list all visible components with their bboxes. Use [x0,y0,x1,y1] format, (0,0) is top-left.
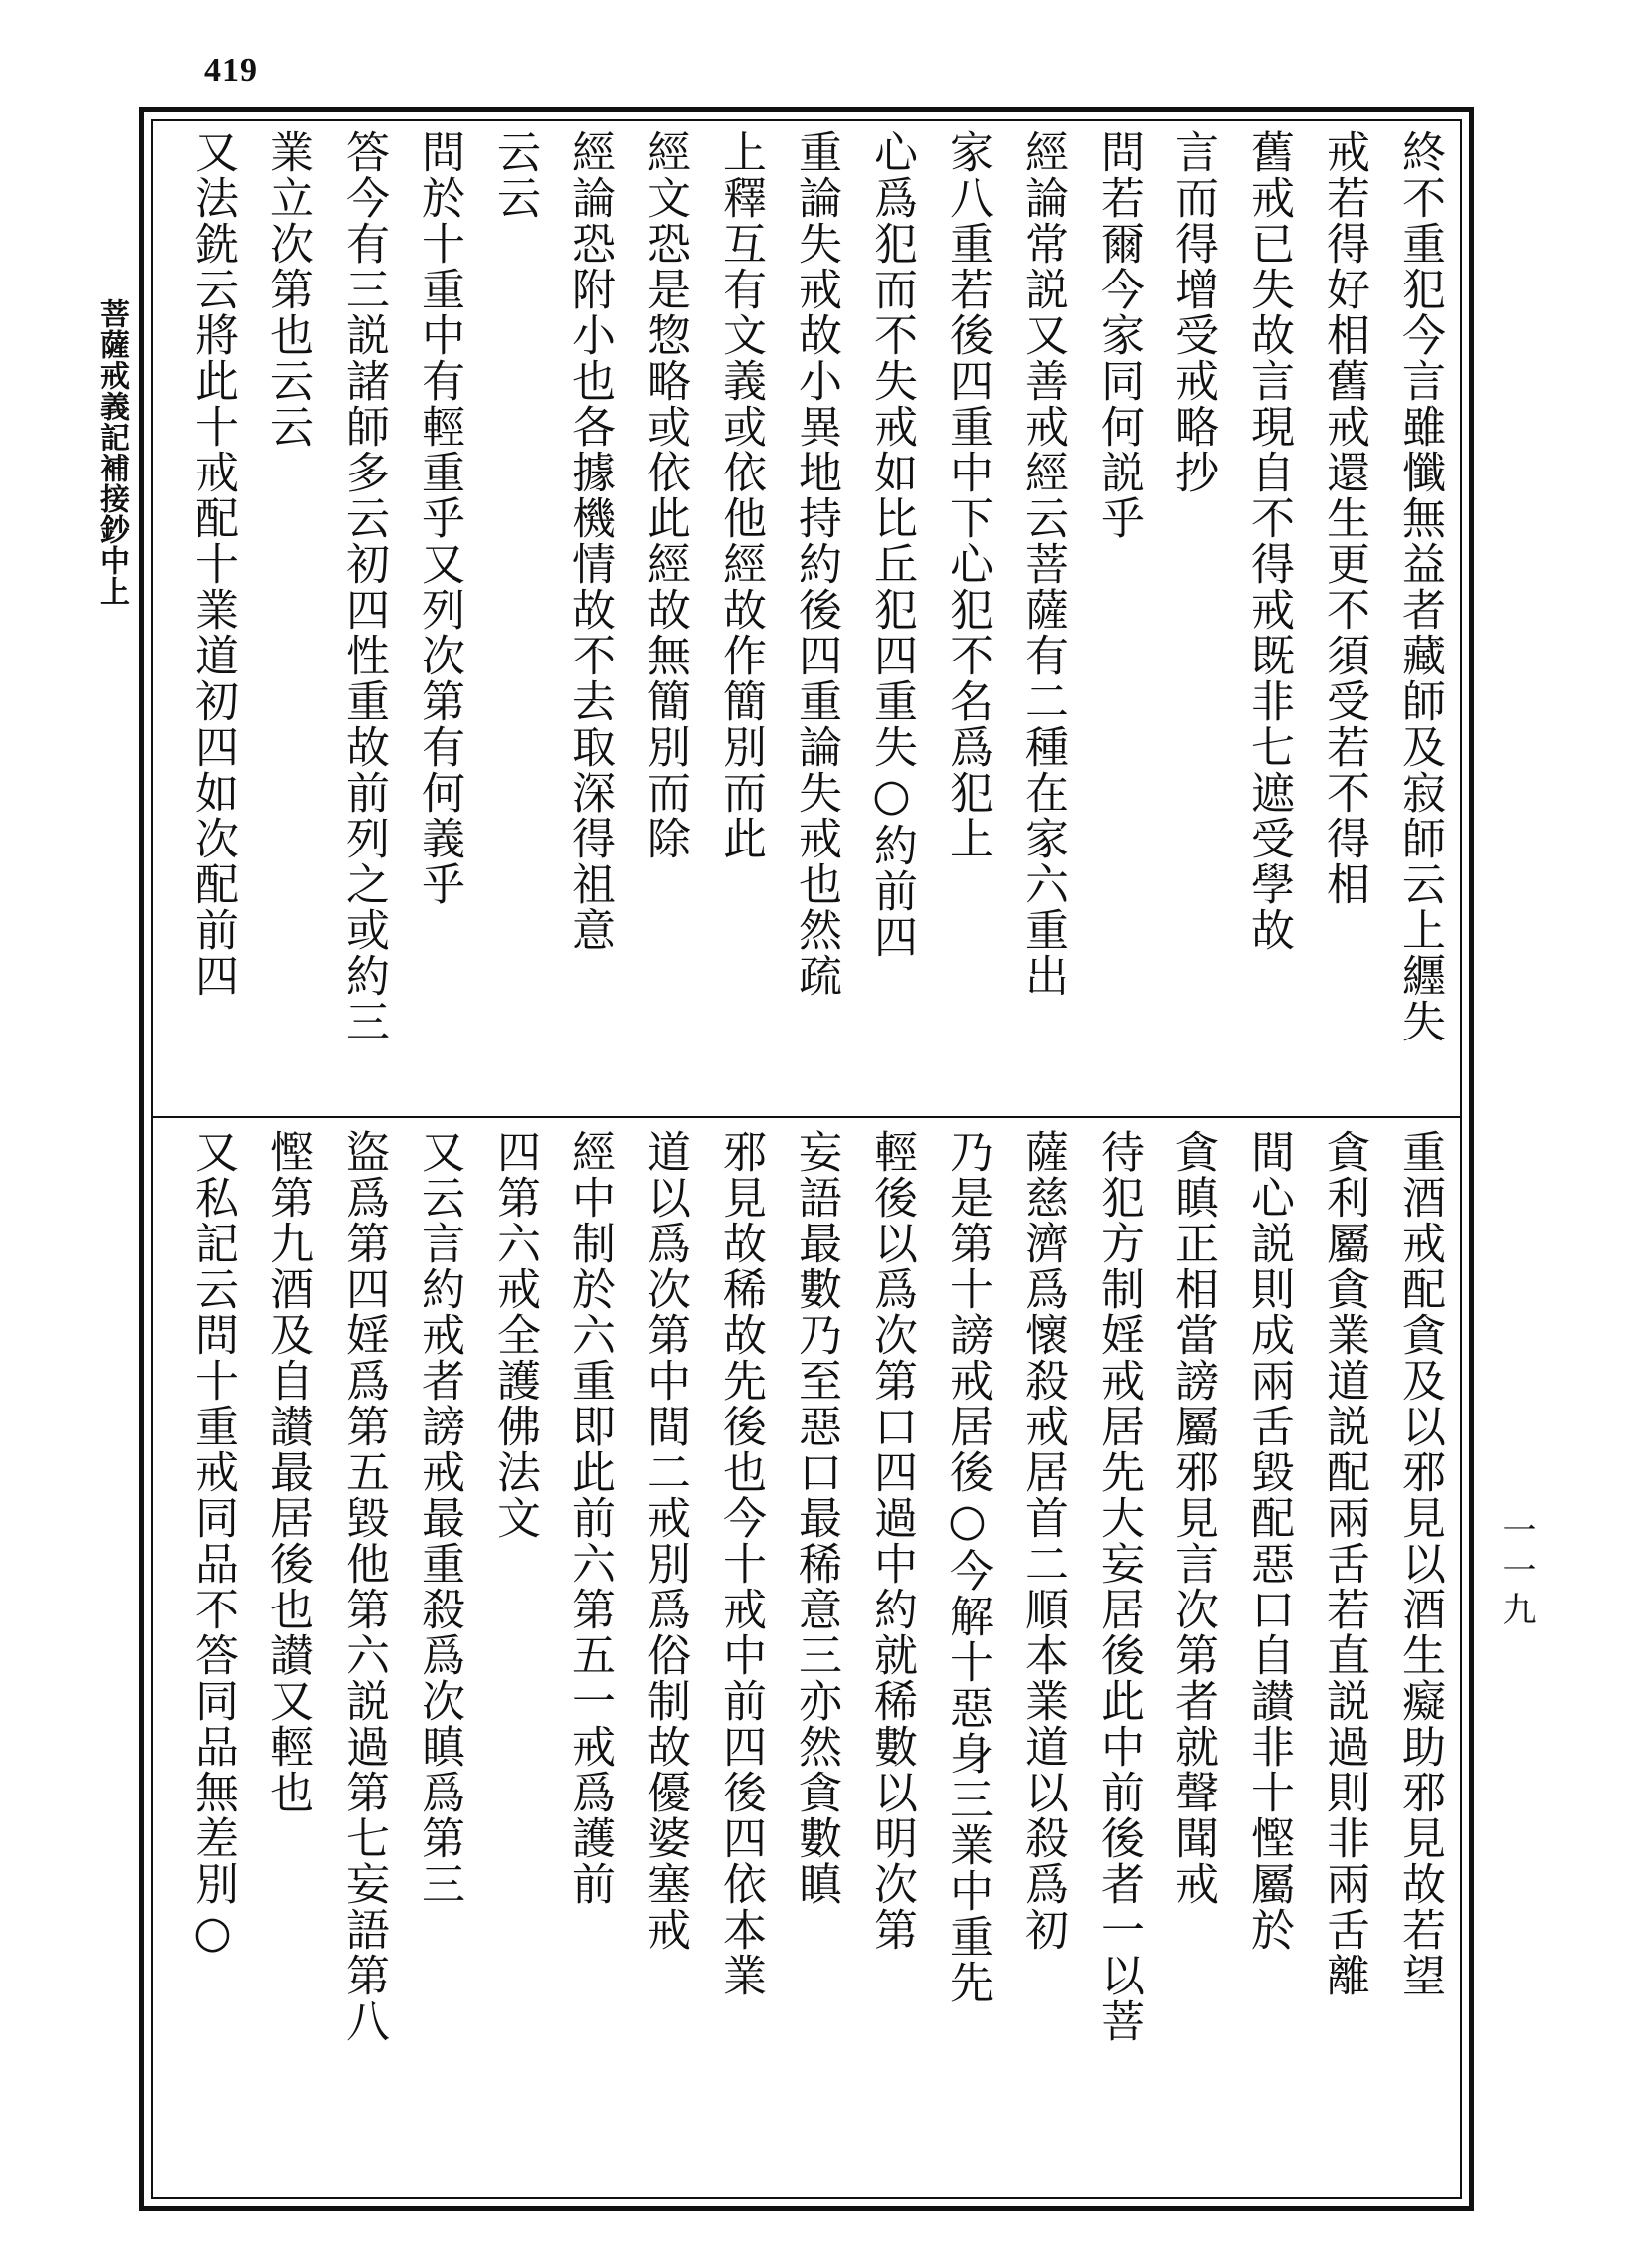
text-column: 戒若得好相舊戒還生更不須受若不得相 [1319,129,1369,907]
text-column: 問若爾今家同何説乎 [1093,129,1144,541]
text-column: 又法銑云將此十戒配十業道初四如次配前四 [187,129,238,999]
text-column: 經論常説又善戒經云菩薩有二種在家六重出 [1017,129,1068,999]
panel-divider [151,1116,1462,1118]
text-column: 重論失戒故小異地持約後四重論失戒也然疏 [791,129,841,999]
text-column: 心爲犯而不失戒如比丘犯四重失○約前四 [866,129,917,960]
text-column: 又云言約戒者謗戒最重殺爲次瞋爲第三 [414,1129,464,1907]
text-column: 終不重犯今言雖懺無益者藏師及寂師云上纒失 [1394,129,1445,1044]
text-column: 言而得增受戒略抄 [1168,129,1218,495]
text-column: 薩慈濟爲懷殺戒居首二順本業道以殺爲初 [1017,1129,1068,1953]
text-column: 經論恐附小也各據機情故不去取深得祖意 [564,129,615,953]
text-column: 家八重若後四重中下心犯不名爲犯上 [942,129,993,861]
text-column: 重酒戒配貪及以邪見以酒生癡助邪見故若望 [1394,1129,1445,1998]
text-column: 盜爲第四婬爲第五毀他第六説過第七妄語第八 [338,1129,389,2044]
top-text-panel [184,129,1447,1104]
text-column: 輕後以爲次第口四過中約就稀數以明次第 [866,1129,917,1953]
text-column: 經文恐是惣略或依此經故無簡別而除 [639,129,690,861]
text-column: 貪瞋正相當謗屬邪見言次第者就聲聞戒 [1168,1129,1218,1907]
text-column: 舊戒已失故言現自不得戒既非七遮受學故 [1243,129,1294,953]
text-column: 邪見故稀故先後也今十戒中前四後四依本業 [715,1129,766,1998]
text-column: 答今有三説諸師多云初四性重故前列之或約三 [338,129,389,1044]
text-column: 問於十重中有輕重乎又列次第有何義乎 [414,129,464,907]
page-number: 419 [204,52,258,89]
text-column: 乃是第十謗戒居後○今解十惡身三業中重先 [942,1129,993,2005]
running-title: 菩薩戒義記補接鈔中上 [94,298,129,607]
text-column: 云云 [489,129,540,221]
text-column: 上釋互有文義或依他經故作簡別而此 [715,129,766,861]
text-column: 又私記云問十重戒同品不答同品無差別○ [187,1129,238,1960]
text-column: 待犯方制婬戒居先大妄居後此中前後者一以菩 [1093,1129,1144,2044]
text-column: 妄語最數乃至惡口最稀意三亦然貪數瞋 [791,1129,841,1907]
text-column: 經中制於六重即此前六第五一戒爲護前 [564,1129,615,1907]
text-column: 間心説則成兩舌毀配惡口自讃非十慳屬於 [1243,1129,1294,1953]
text-column: 四第六戒全護佛法文 [489,1129,540,1541]
text-column: 業立次第也云云 [263,129,313,450]
text-column: 貪利屬貪業道説配兩舌若直説過則非兩舌離 [1319,1129,1369,1998]
bottom-text-panel [184,1129,1447,2188]
page-number-kanji: 一一九 [1496,1512,1536,1631]
text-column: 道以爲次第中間二戒別爲俗制故優婆塞戒 [639,1129,690,1953]
text-column: 慳第九酒及自讃最居後也讃又輕也 [263,1129,313,1815]
